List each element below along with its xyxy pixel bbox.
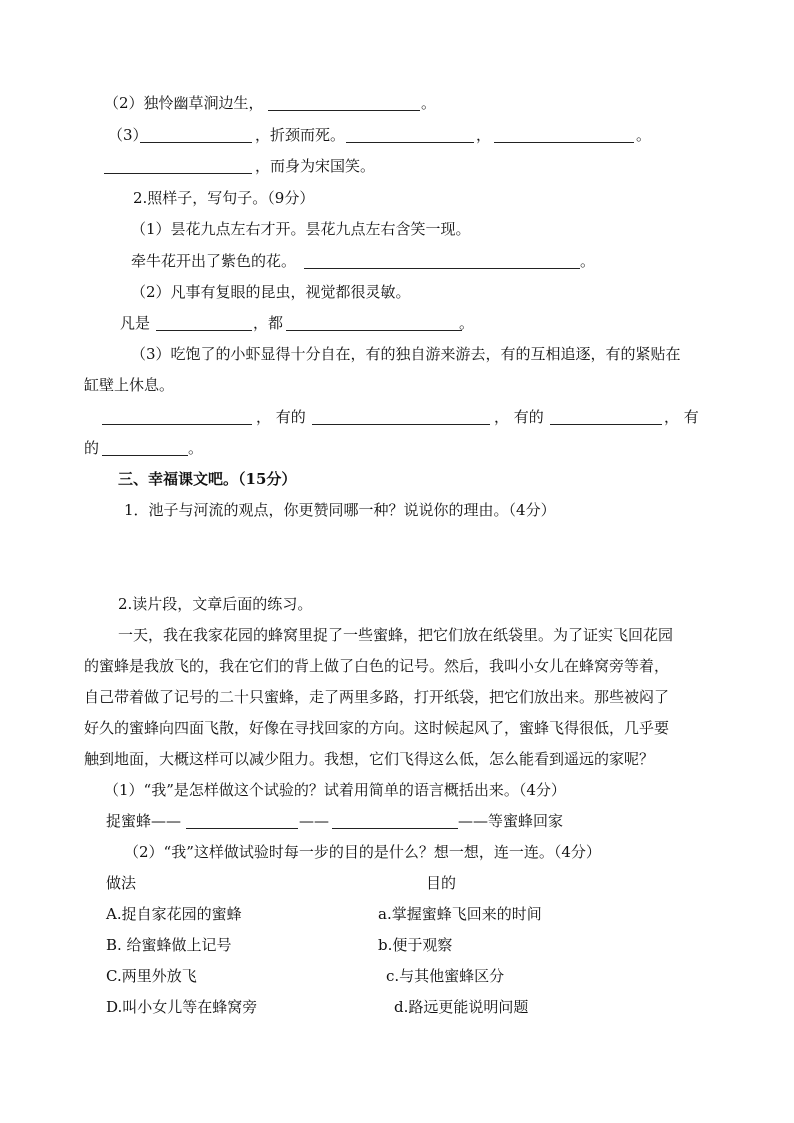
sub-question-2: （2）“我”这样做试验时每一步的目的是什么？想一想，连一连。（4分） — [124, 843, 601, 861]
answer-blank[interactable] — [286, 330, 462, 331]
answer-blank[interactable] — [102, 455, 188, 456]
passage-line: 一天，我在我家花园的蜂窝里捉了一些蜜蜂，把它们放在纸袋里。为了证实飞回花园 — [118, 626, 674, 644]
sentence-2-mid: ，都 — [253, 314, 284, 332]
column-header-method: 做法 — [106, 874, 137, 892]
match-right-item[interactable]: a.掌握蜜蜂飞回来的时间 — [378, 905, 542, 923]
sentence-3-you-3: ， 有 — [664, 408, 699, 426]
punctuation: 。 — [188, 439, 204, 457]
sentence-2-example: （2）凡事有复眼的昆虫，视觉都很灵敏。 — [131, 283, 411, 301]
sentence-1-example: （1）昙花九点左右才开。昙花九点左右含笑一现。 — [131, 220, 471, 238]
answer-blank[interactable] — [140, 142, 252, 143]
poem-line-3-label: （3） — [108, 126, 148, 144]
match-left-item[interactable]: D.叫小女儿等在蜂窝旁 — [106, 998, 258, 1016]
sub-question-1-dash: —— — [299, 812, 329, 830]
passage-line: 自己带着做了记号的二十只蜜蜂，走了两里多路，打开纸袋，把它们放出来。那些被闷了 — [84, 688, 670, 706]
sentence-3-last-prefix: 的 — [84, 439, 100, 457]
sentence-3-example-line-2: 缸壁上休息。 — [84, 376, 175, 394]
passage-line: 的蜜蜂是我放飞的，我在它们的背上做了白色的记号。然后，我叫小女儿在蜂窝旁等着， — [84, 657, 670, 675]
section-3-title: 三、幸福课文吧。（15分） — [118, 470, 297, 488]
punctuation: 。 — [636, 126, 652, 144]
section-3-question-1: 1．池子与河流的观点，你更赞同哪一种？说说你的理由。（4分） — [124, 501, 556, 519]
answer-blank[interactable] — [346, 142, 474, 143]
poem-line-2: （2）独怜幽草涧边生， — [104, 94, 264, 112]
answer-blank[interactable] — [268, 110, 420, 111]
answer-blank[interactable] — [304, 268, 580, 269]
match-left-item[interactable]: C.两里外放飞 — [106, 967, 197, 985]
punctuation: 。 — [580, 252, 596, 270]
question-2-title: 2.照样子，写句子。（9分） — [133, 189, 315, 207]
passage-line: 好久的蜜蜂向四面飞散，好像在寻找回家的方向。这时候起风了，蜜蜂飞得很低，几乎要 — [84, 719, 670, 737]
section-3-question-2-title: 2.读片段，文章后面的练习。 — [118, 595, 313, 613]
match-left-item[interactable]: A.捉自家花园的蜜蜂 — [106, 905, 242, 923]
sentence-3-example-line-1: （3）吃饱了的小虾显得十分自在，有的独自游来游去，有的互相追逐，有的紧贴在 — [131, 345, 681, 363]
passage-line: 触到地面，大概这样可以减少阻力。我想，它们飞得这么低，怎么能看到遥远的家呢？ — [84, 750, 655, 768]
sentence-2-prefix: 凡是 — [120, 314, 151, 332]
answer-blank[interactable] — [312, 424, 490, 425]
punctuation: 。 — [459, 314, 475, 332]
answer-blank[interactable] — [104, 173, 252, 174]
match-left-item[interactable]: B. 给蜜蜂做上记号 — [106, 936, 232, 954]
answer-blank[interactable] — [102, 424, 252, 425]
match-right-item[interactable]: d.路远更能说明问题 — [394, 998, 529, 1016]
column-header-purpose: 目的 — [426, 874, 457, 892]
answer-blank[interactable] — [494, 142, 634, 143]
sub-question-1-end: ——等蜜蜂回家 — [458, 812, 564, 830]
poem-line-3-text: ，折颈而死。 — [255, 126, 346, 144]
answer-blank[interactable] — [550, 424, 662, 425]
punctuation: 。 — [421, 94, 437, 112]
sentence-3-you-2: ， 有的 — [494, 408, 544, 426]
answer-blank[interactable] — [332, 828, 458, 829]
answer-blank[interactable] — [156, 330, 252, 331]
match-right-item[interactable]: c.与其他蜜蜂区分 — [386, 967, 505, 985]
answer-blank[interactable] — [186, 828, 298, 829]
sentence-1-task: 牵牛花开出了紫色的花。 — [131, 252, 297, 270]
poem-line-4-text: ，而身为宋国笑。 — [255, 157, 376, 175]
sentence-3-you-1: ， 有的 — [256, 408, 306, 426]
match-right-item[interactable]: b.便于观察 — [378, 936, 453, 954]
punctuation: ， — [476, 126, 492, 144]
sub-question-1-start: 捉蜜蜂—— — [106, 812, 182, 830]
sub-question-1: （1）“我”是怎样做这个试验的？试着用简单的语言概括出来。（4分） — [104, 781, 566, 799]
